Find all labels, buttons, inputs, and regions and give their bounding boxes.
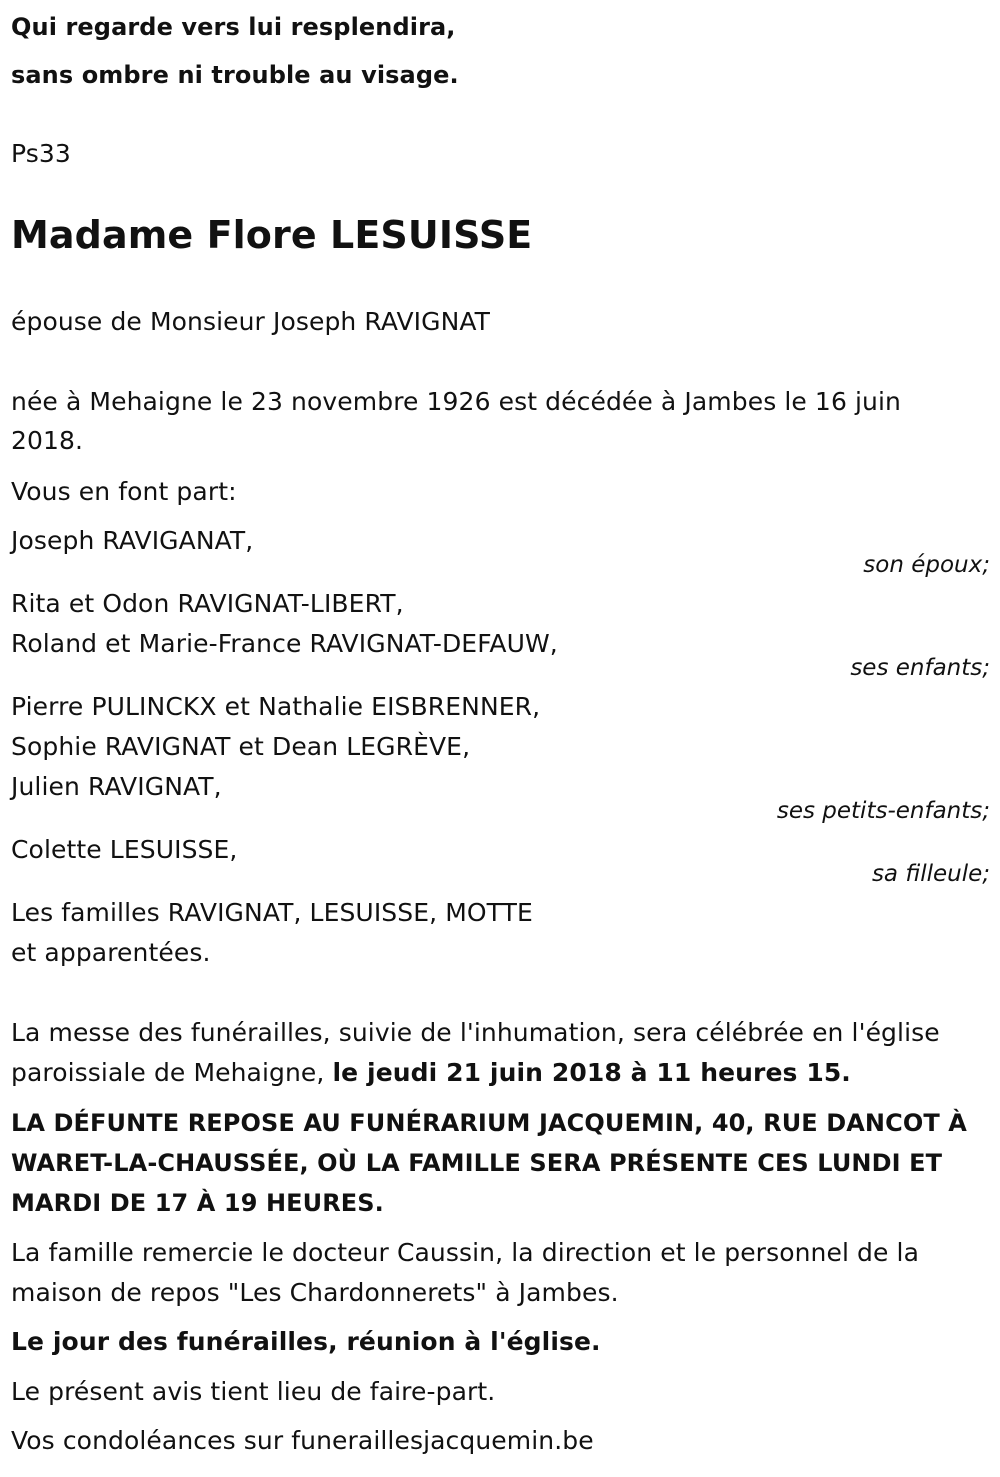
mourner-name: Joseph RAVIGANAT, [11,526,254,555]
reposes-line-1: LA DÉFUNTE REPOSE AU FUNÉRARIUM JACQUEMIN, 40, RUE DANCOT À [11,1109,967,1137]
spouse-line: épouse de Monsieur Joseph RAVIGNAT [11,307,491,336]
mass-location: paroissiale de Mehaigne, [11,1058,333,1087]
thanks-line-1: La famille remercie le docteur Caussin, la direction et le personnel de la [11,1238,920,1267]
announcement-intro: Vous en font part: [11,477,237,506]
birth-death-line-1: née à Mehaigne le 23 novembre 1926 est décédée à Jambes le 16 juin [11,387,901,416]
notice-line: Le présent avis tient lieu de faire-part. [11,1377,496,1406]
mourner-name: Julien RAVIGNAT, [11,772,222,801]
mourner-name: Pierre PULINCKX et Nathalie EISBRENNER, [11,692,541,721]
epigraph-reference: Ps33 [11,139,71,168]
deceased-name: Madame Flore LESUISSE [11,213,533,257]
mourner-name: Les familles RAVIGNAT, LESUISSE, MOTTE [11,898,533,927]
epigraph-line-2: sans ombre ni trouble au visage. [11,61,459,89]
mass-line-1: La messe des funérailles, suivie de l'inhumation, sera célébrée en l'église [11,1018,940,1047]
mourner-name: et apparentées. [11,938,211,967]
mass-line-2 [11,1053,851,1093]
mourner-name: Rita et Odon RAVIGNAT-LIBERT, [11,589,404,618]
mourner-name: Colette LESUISSE, [11,835,238,864]
mourner-name: Roland et Marie-France RAVIGNAT-DEFAUW, [11,629,558,658]
reposes-line-3: MARDI DE 17 À 19 HEURES. [11,1189,384,1217]
condolences-line: Vos condoléances sur funeraillesjacquemin.be [11,1426,594,1455]
mourner-role: sa filleule; [871,861,990,887]
mourner-role: ses enfants; [850,655,990,681]
mourner-role: ses petits-enfants; [776,798,990,824]
mass-datetime: le jeudi 21 juin 2018 à 11 heures 15. [332,1058,851,1087]
mourner-name: Sophie RAVIGNAT et Dean LEGRÈVE, [11,732,471,761]
reposes-line-2: WARET-LA-CHAUSSÉE, OÙ LA FAMILLE SERA PRÉSENTE CES LUNDI ET [11,1149,943,1177]
birth-death-line-2: 2018. [11,426,84,455]
mourner-role: son époux; [863,552,990,578]
epigraph-line-1: Qui regarde vers lui resplendira, [11,13,456,41]
meeting-line: Le jour des funérailles, réunion à l'église. [11,1327,601,1356]
thanks-line-2: maison de repos "Les Chardonnerets" à Jambes. [11,1278,619,1307]
